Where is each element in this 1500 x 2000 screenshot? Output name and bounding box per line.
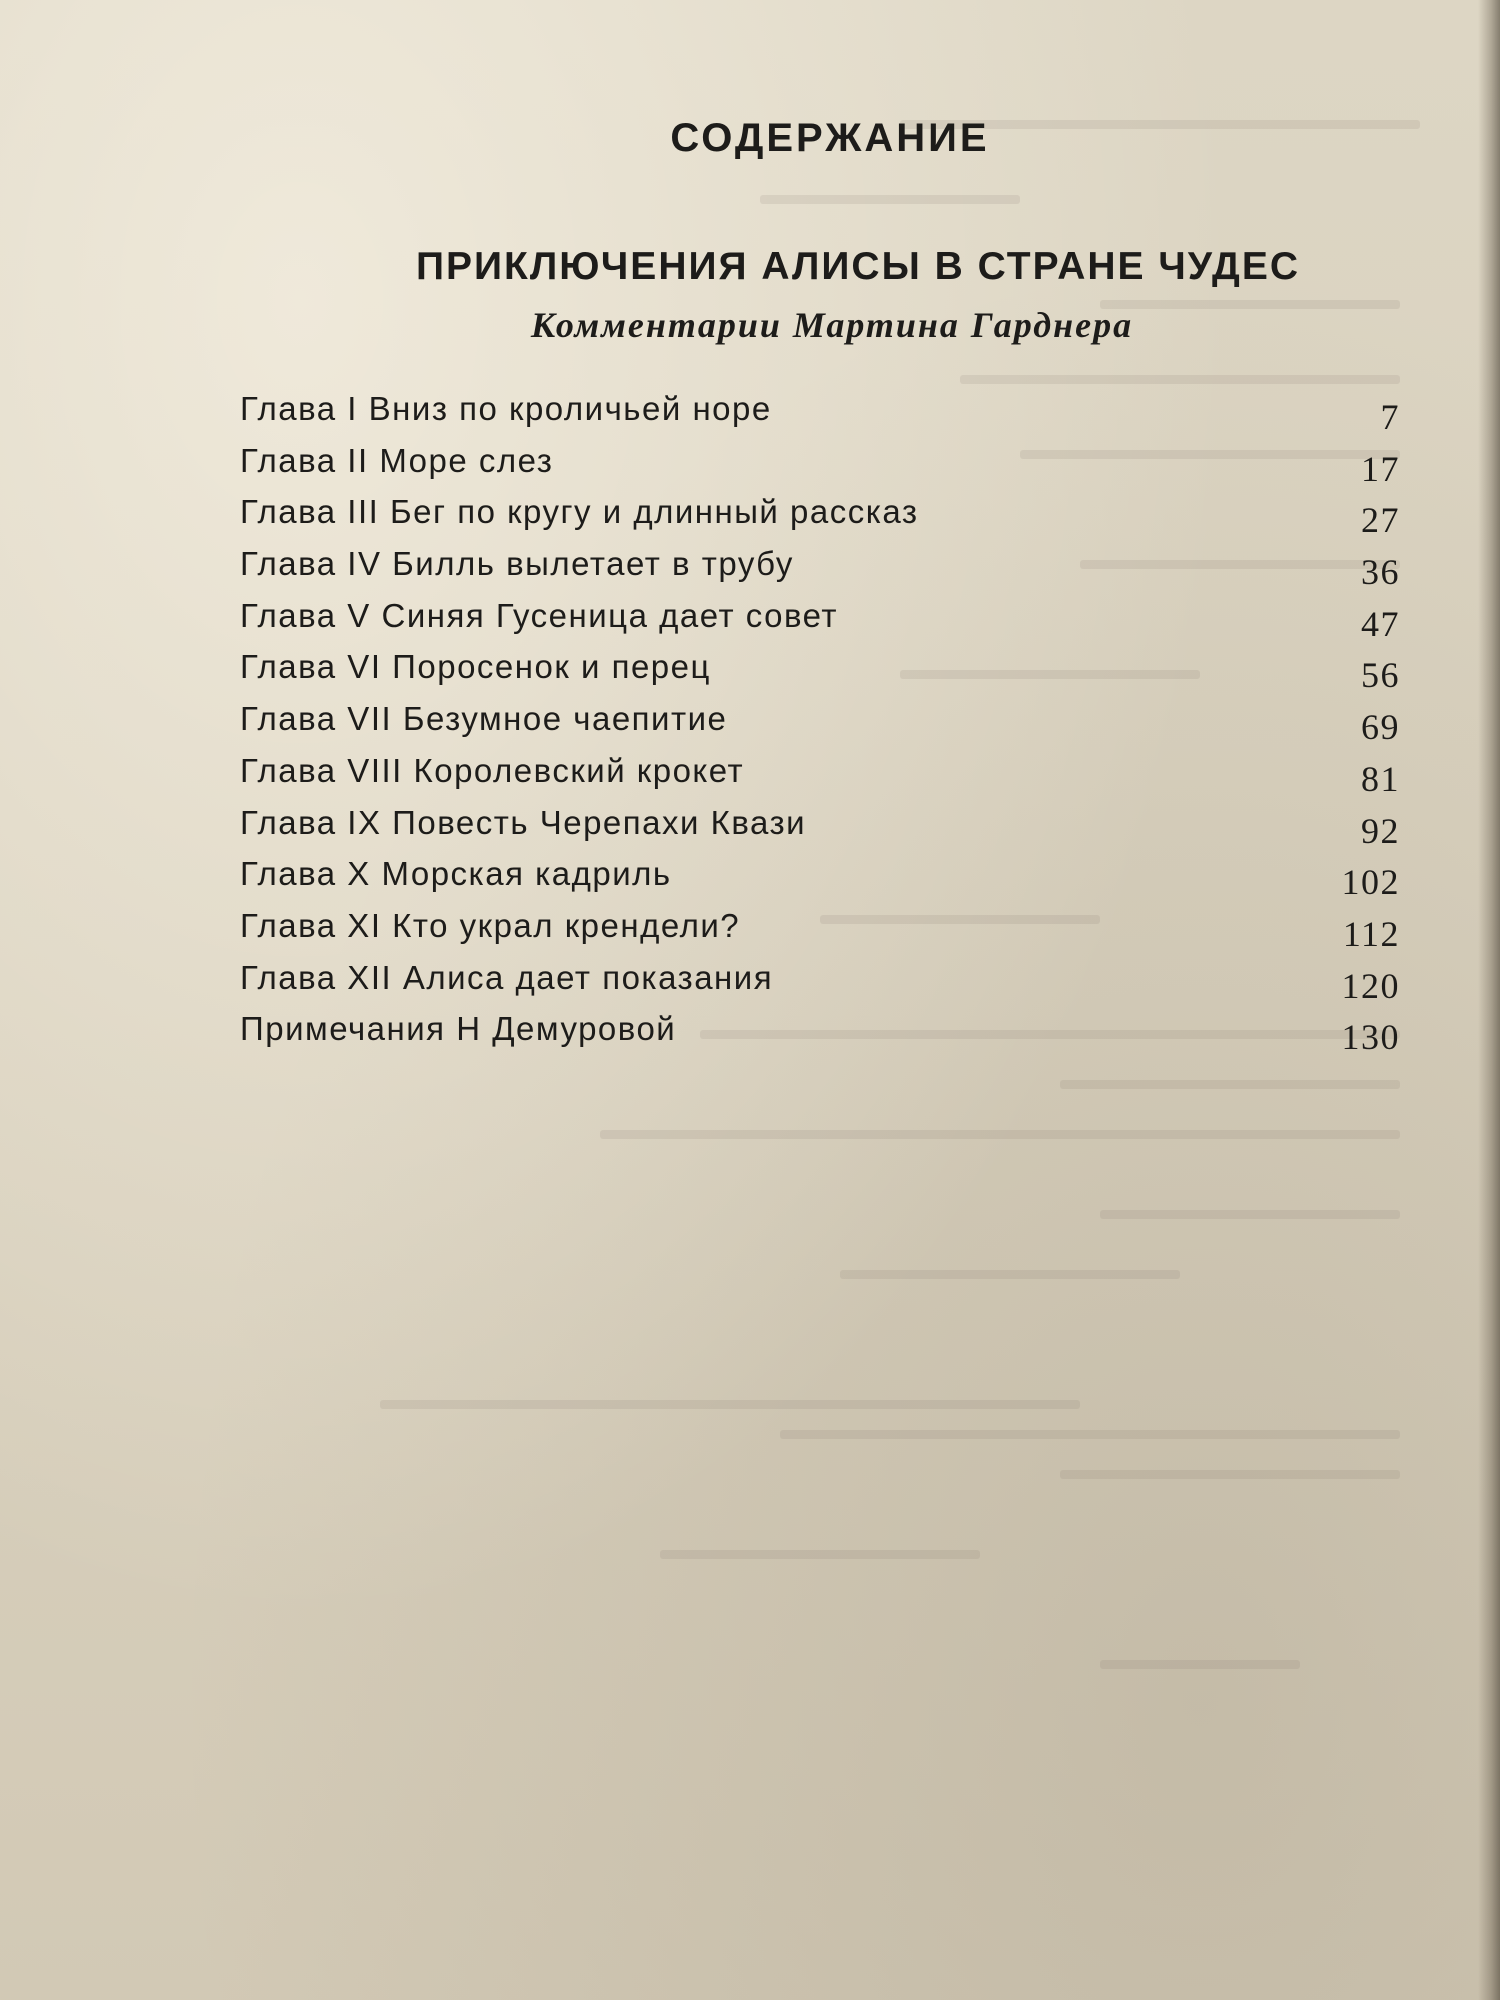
toc-entry-title: Глава III Бег по кругу и длинный рассказ xyxy=(240,493,919,531)
toc-entry-page: 27 xyxy=(1361,500,1400,541)
contents-heading: СОДЕРЖАНИЕ xyxy=(670,116,990,160)
toc-entry-page: 56 xyxy=(1361,655,1400,696)
page-edge-shadow xyxy=(1478,0,1500,2000)
toc-entry-page: 7 xyxy=(1380,397,1400,437)
bleed-through-line xyxy=(600,1130,1400,1139)
bleed-through-line xyxy=(660,1550,980,1559)
toc-entry xyxy=(240,390,1400,442)
toc-entry-page: 17 xyxy=(1361,448,1400,489)
bleed-through-line xyxy=(1060,1470,1400,1479)
toc-entry xyxy=(240,1010,1400,1062)
bleed-through-line xyxy=(780,1430,1400,1439)
toc-entry-page: 81 xyxy=(1361,758,1400,799)
toc-entry-title: Глава V Синяя Гусеница дает совет xyxy=(240,596,839,634)
toc-entry-title: Глава I Вниз по кроличьей норе xyxy=(240,390,772,427)
toc-entry-page: 36 xyxy=(1361,552,1400,593)
toc-entry xyxy=(240,855,1400,907)
toc-entry xyxy=(240,493,1400,545)
book-title: ПРИКЛЮЧЕНИЯ АЛИСЫ В СТРАНЕ ЧУДЕС xyxy=(415,245,1301,288)
bleed-through-line xyxy=(1060,1080,1400,1089)
toc-entry-title: Глава XII Алиса дает показания xyxy=(240,958,774,996)
toc-entry xyxy=(240,648,1400,700)
toc-entry-page: 112 xyxy=(1342,913,1400,954)
toc-entry-title: Глава IV Билль вылетает в трубу xyxy=(240,545,794,583)
toc-entry-page: 102 xyxy=(1341,862,1400,903)
bleed-through-line xyxy=(380,1400,1080,1409)
toc-entry-title: Примечания Н Демуровой xyxy=(240,1010,677,1048)
toc-entry-title: Глава IX Повесть Черепахи Квази xyxy=(240,803,807,841)
toc-entry xyxy=(240,907,1400,959)
toc-entry-page: 92 xyxy=(1361,810,1400,851)
toc-entry-title: Глава X Морская кадриль xyxy=(240,855,672,893)
toc-entry xyxy=(240,545,1400,597)
toc-entry-page: 120 xyxy=(1341,965,1400,1006)
toc-entry xyxy=(240,752,1400,804)
commentary-subtitle: Комментарии Мартина Гарднера xyxy=(530,305,1134,345)
toc-entry-page: 130 xyxy=(1341,1017,1400,1058)
bleed-through-line xyxy=(760,195,1020,204)
toc-entry-title: Глава VI Поросенок и перец xyxy=(240,648,711,686)
toc-entry xyxy=(240,804,1400,856)
toc-entry-page: 47 xyxy=(1361,603,1400,644)
bleed-through-line xyxy=(1100,1210,1400,1219)
toc-entry-page: 69 xyxy=(1361,707,1400,748)
toc-entry-title: Глава VIII Королевский крокет xyxy=(240,751,745,789)
toc-entry-title: Глава II Море слез xyxy=(240,441,554,479)
bleed-through-line xyxy=(1100,1660,1300,1669)
bleed-through-line xyxy=(960,375,1400,384)
table-of-contents xyxy=(240,390,1400,1062)
toc-entry xyxy=(240,597,1400,649)
toc-entry xyxy=(240,959,1400,1011)
toc-entry-title: Глава XI Кто украл крендели? xyxy=(240,906,741,944)
bleed-through-line xyxy=(840,1270,1180,1279)
toc-entry xyxy=(240,700,1400,752)
toc-entry xyxy=(240,442,1400,494)
toc-entry-title: Глава VII Безумное чаепитие xyxy=(240,700,728,738)
